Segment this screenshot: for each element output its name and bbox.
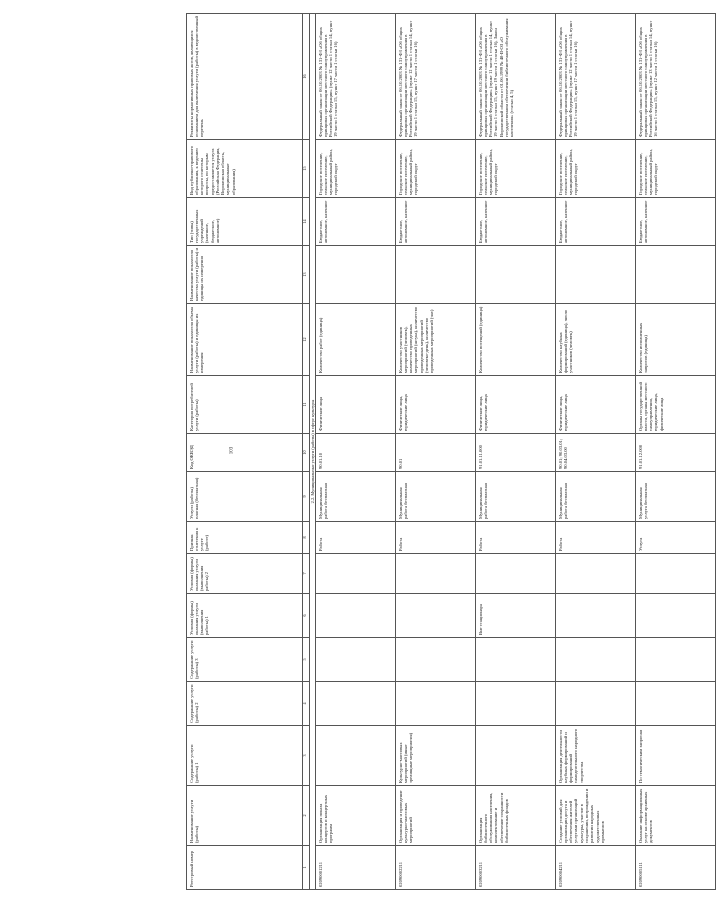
col-header-conditions-2: Условия (формы) оказания услуги (выполнения работы) 2 xyxy=(187,554,303,594)
cell-content-1: Культурно-массовых мероприятий (иные зрелищные мероприятия) xyxy=(396,726,476,786)
cell-okved: 90.01.10 xyxy=(316,434,396,472)
cell-legal-acts: Федеральный закон от 06.10.2003 № 131-ФЗ «Об общих принципах организации местного самоуправления в Российской Федерации» (пункт 11 части 1 статьи 14, пункт 19 части 1 статьи 15, пункт 19 части 1 статьи 16), Закон Воронежской области от 01.06.1999 № 48-II-ОЗ «О государственном обеспечении библиотечного обслуживания населения» (статьи 4, 5) xyxy=(476,14,556,140)
cell-public-entity: Городское поселение, сельское поселение, муниципальный район, городской округ xyxy=(636,140,716,198)
cell-content-2 xyxy=(556,682,636,726)
cell-consumers: Физические лица, юридические лица xyxy=(396,376,476,434)
col-number: 5 xyxy=(303,638,310,682)
cell-quality-indicator xyxy=(396,246,476,304)
col-header-content-1: Содержание услуги (работы) 1 xyxy=(187,726,303,786)
cell-content-1 xyxy=(316,726,396,786)
cell-service-name: Создание условий для организации досуга и обеспечения жителей услугами организаций культуры, участие в сохранении, возрождении и развитии народных художественных промыслов xyxy=(556,786,636,846)
col-header-consumers: Категория потребителей услуги (работы) xyxy=(187,376,303,434)
col-header-public-entity: Вид публично-правового образования, к ведению которого отнесены вопросы, по которым предоставляется услуга (Российская Федерация, Воронежская область, муниципальные образования) xyxy=(187,140,303,198)
cell-service-name: Оказание информационных услуг на основе архивных документов xyxy=(636,786,716,846)
col-number: 15 xyxy=(303,140,310,198)
col-header-volume-indicator: Наименование показателя объема услуги (работы) и единицы их измерения xyxy=(187,304,303,376)
col-header-institution-type: Тип (типы) государственных учреждений (казенное, бюджетное, автономное) xyxy=(187,198,303,246)
cell-content-1: Организация деятельности клубных формирований и формирований самодеятельного народного творчества xyxy=(556,726,636,786)
cell-consumers: Физические лица, юридические лица xyxy=(556,376,636,434)
cell-quality-indicator xyxy=(316,246,396,304)
col-number: 16 xyxy=(303,14,310,140)
cell-conditions-1 xyxy=(396,594,476,638)
cell-conditions-2 xyxy=(316,554,396,594)
table-row xyxy=(636,14,716,890)
cell-quality-indicator xyxy=(556,246,636,304)
header-row xyxy=(187,14,303,890)
cell-registry-number: 02090004211 xyxy=(556,846,636,890)
cell-okved: 90.01; 90.03.01; 90.04.03.00 xyxy=(556,434,636,472)
cell-institution-type: Бюджетное, автономное, казенное xyxy=(476,198,556,246)
col-number: 7 xyxy=(303,554,310,594)
cell-paid-free: Муниципальная работа бесплатная xyxy=(396,472,476,522)
col-header-service-name: Наименование услуги (работы) xyxy=(187,786,303,846)
col-header-content-2: Содержание услуги (работы) 2 xyxy=(187,682,303,726)
cell-service-name: Организация библиотечного обслуживания населения, комплектование и обеспечение сохранности библиотечных фондов xyxy=(476,786,556,846)
cell-paid-free: Муниципальная услуга бесплатная xyxy=(636,472,716,522)
cell-paid-free: Муниципальная работа бесплатная xyxy=(476,472,556,522)
cell-legal-acts: Федеральный закон от 06.10.2003 № 131-ФЗ «Об общих принципах организации местного самоуправления в Российской Федерации» (пункт 12 части 1 статьи 14, пункт 19 части 1 статьи 15, пункт 17 части 1 статьи 16) xyxy=(396,14,476,140)
cell-legal-acts: Федеральный закон от 06.10.2003 № 131-ФЗ «Об общих принципах организации местного самоуправления в Российской Федерации» (пункт 12 части 1 статьи 14, пункт 19 части 1 статьи 15, пункт 17 части 1 статьи 16) xyxy=(556,14,636,140)
col-header-okved: Код ОКВЭД xyxy=(187,434,303,472)
cell-public-entity: Городское поселение, сельское поселение, муниципальный район, городской округ xyxy=(396,140,476,198)
cell-volume-indicator: Количество исполненных запросов (единица) xyxy=(636,304,716,376)
cell-attribute: Услуга xyxy=(636,522,716,554)
col-number: 9 xyxy=(303,472,310,522)
cell-legal-acts: Федеральный закон от 06.10.2003 № 131-ФЗ «Об общих принципах организации местного самоуправления в Российской Федерации» (пункт 12 части 1 статьи 14, пункт 19 части 1 статьи 15, пункт 17 части 1 статьи 16) xyxy=(316,14,396,140)
cell-legal-acts: Федеральный закон от 06.10.2003 № 131-ФЗ «Об общих принципах организации местного самоуправления в Российской Федерации» (пункт 13 части 1 статьи 14, пункт 16 части 1 статьи 15, пункт 12 части 1 статьи 16) xyxy=(636,14,716,140)
col-number: 6 xyxy=(303,594,310,638)
cell-content-2 xyxy=(396,682,476,726)
cell-consumers: Физические лица xyxy=(316,376,396,434)
table-row xyxy=(396,14,476,890)
table-row xyxy=(556,14,636,890)
cell-public-entity: Городское поселение, сельское поселение, муниципальный район, городской округ xyxy=(476,140,556,198)
col-number: 14 xyxy=(303,198,310,246)
services-registry-table xyxy=(186,13,716,890)
cell-attribute: Работа xyxy=(476,522,556,554)
cell-quality-indicator xyxy=(476,246,556,304)
col-header-legal-acts: Реквизиты нормативных правовых актов, являющихся основанием для включения услуги (работы) в ведомственный перечень xyxy=(187,14,303,140)
cell-content-3 xyxy=(636,638,716,682)
section-title: 2.2. Муниципальные услуги (работы) в сфере культуры xyxy=(310,14,316,890)
col-number: 3 xyxy=(303,726,310,786)
cell-institution-type: Бюджетное, автономное, казенное xyxy=(636,198,716,246)
col-number: 1 xyxy=(303,846,310,890)
cell-attribute: Работа xyxy=(316,522,396,554)
cell-volume-indicator: Количество участников мероприятий (человек), количество проведенных мероприятий (штука), количество проведенных мероприятий (человеко-день), количество проведенных мероприятий (час) xyxy=(396,304,476,376)
col-header-paid-free: Услуги (работы) платная (бесплатная) xyxy=(187,472,303,522)
cell-content-1 xyxy=(476,726,556,786)
cell-consumers: Физические лица, юридические лица xyxy=(476,376,556,434)
cell-volume-indicator: Количество посещений (единица) xyxy=(476,304,556,376)
col-header-registry-number: Реестровый номер xyxy=(187,846,303,890)
cell-public-entity: Городское поселение, сельское поселение, муниципальный район, городской округ xyxy=(316,140,396,198)
col-number: 4 xyxy=(303,682,310,726)
table-row xyxy=(476,14,556,890)
cell-service-name: Организация показа концертов и концертных программ xyxy=(316,786,396,846)
cell-institution-type: Бюджетное, автономное, казенное xyxy=(396,198,476,246)
cell-conditions-2 xyxy=(636,554,716,594)
cell-conditions-2 xyxy=(556,554,636,594)
col-number: 11 xyxy=(303,376,310,434)
cell-volume-indicator: Количество клубных формирований (единица), число участников (человек) xyxy=(556,304,636,376)
page-number: 103 xyxy=(229,446,235,455)
cell-conditions-1 xyxy=(556,594,636,638)
cell-conditions-1 xyxy=(316,594,396,638)
col-header-content-3: Содержание услуги (работы) 3 xyxy=(187,638,303,682)
col-number: 8 xyxy=(303,522,310,554)
cell-content-1: По тематическим запросам xyxy=(636,726,716,786)
cell-public-entity: Городское поселение, сельское поселение, муниципальный район, городской округ xyxy=(556,140,636,198)
col-header-quality-indicator: Наименование показателя качества услуги (работы) и единицы их измерения xyxy=(187,246,303,304)
cell-volume-indicator: Количество работ (единица) xyxy=(316,304,396,376)
col-number: 13 xyxy=(303,246,310,304)
cell-content-2 xyxy=(636,682,716,726)
cell-content-3 xyxy=(316,638,396,682)
cell-institution-type: Бюджетное, автономное, казенное xyxy=(316,198,396,246)
cell-okved: 90.01 xyxy=(396,434,476,472)
col-header-attribute: Признак отнесения к услуге (работе) xyxy=(187,522,303,554)
cell-content-2 xyxy=(316,682,396,726)
col-number: 10 xyxy=(303,434,310,472)
column-numbers-row xyxy=(303,14,310,890)
cell-institution-type: Бюджетное, автономное, казенное xyxy=(556,198,636,246)
cell-content-3 xyxy=(556,638,636,682)
cell-content-2 xyxy=(476,682,556,726)
cell-content-3 xyxy=(396,638,476,682)
col-number: 12 xyxy=(303,304,310,376)
cell-attribute: Работа xyxy=(396,522,476,554)
cell-okved: 91.01.12.000 xyxy=(636,434,716,472)
col-number: 2 xyxy=(303,786,310,846)
cell-registry-number: 02090005111 xyxy=(636,846,716,890)
cell-paid-free: Муниципальная работа бесплатная xyxy=(556,472,636,522)
cell-attribute: Работа xyxy=(556,522,636,554)
cell-service-name: Организация и проведение культурно-массовых мероприятий xyxy=(396,786,476,846)
cell-conditions-2 xyxy=(476,554,556,594)
cell-paid-free: Муниципальная работа бесплатная xyxy=(316,472,396,522)
cell-registry-number: 02090003211 xyxy=(476,846,556,890)
cell-okved: 91.01.11.000 xyxy=(476,434,556,472)
table-row xyxy=(316,14,396,890)
cell-registry-number: 02090002211 xyxy=(396,846,476,890)
col-header-conditions-1: Условия (формы) оказания услуги (выполнения работы) 1 xyxy=(187,594,303,638)
cell-conditions-1: Вне стационара xyxy=(476,594,556,638)
registry-sheet xyxy=(186,14,664,890)
cell-quality-indicator xyxy=(636,246,716,304)
cell-registry-number: 02090001211 xyxy=(316,846,396,890)
cell-conditions-2 xyxy=(396,554,476,594)
cell-content-3 xyxy=(476,638,556,682)
cell-consumers: Органы государственной власти, органы местного самоуправления, юридические лица, физические лица xyxy=(636,376,716,434)
cell-conditions-1 xyxy=(636,594,716,638)
